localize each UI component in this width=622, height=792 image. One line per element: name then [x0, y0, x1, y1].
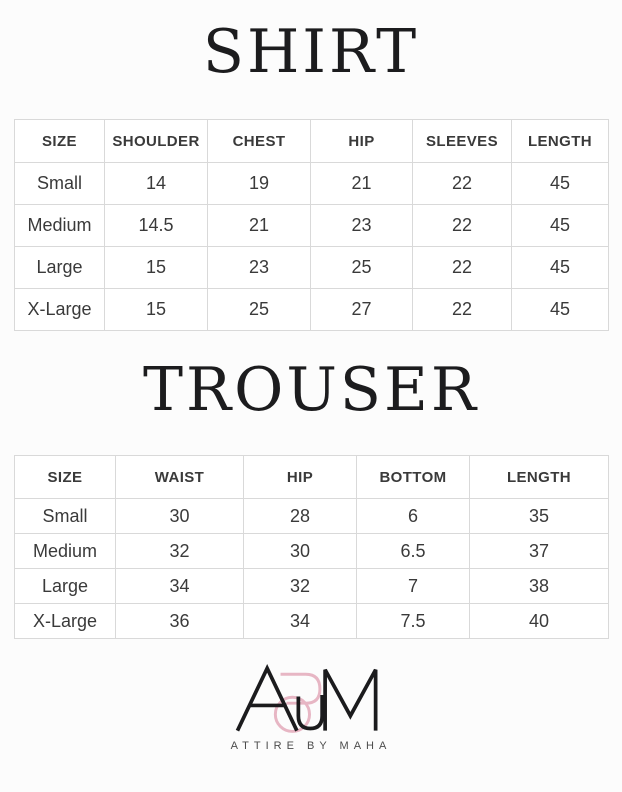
- shirt-cell: 23: [311, 205, 413, 247]
- shirt-cell: Large: [15, 247, 105, 289]
- trouser-row-small: [15, 499, 609, 534]
- shirt-cell: 22: [413, 247, 512, 289]
- shirt-header-hip: HIP: [311, 120, 413, 163]
- shirt-cell: Small: [15, 163, 105, 205]
- shirt-cell: 21: [311, 163, 413, 205]
- shirt-cell: 45: [512, 205, 609, 247]
- trouser-header-length: LENGTH: [470, 456, 609, 499]
- shirt-cell: 22: [413, 205, 512, 247]
- trouser-cell: 6: [357, 499, 470, 534]
- shirt-row-small: [15, 163, 609, 205]
- shirt-cell: 19: [208, 163, 311, 205]
- shirt-header-row: [15, 120, 609, 163]
- trouser-cell: 34: [244, 604, 357, 639]
- shirt-cell: 23: [208, 247, 311, 289]
- brand-tagline: ATTIRE BY MAHA: [230, 740, 392, 752]
- trouser-cell: Small: [15, 499, 116, 534]
- shirt-header-length: LENGTH: [512, 120, 609, 163]
- shirt-cell: 45: [512, 163, 609, 205]
- shirt-cell: 45: [512, 247, 609, 289]
- abm-monogram-logo: [233, 660, 389, 736]
- shirt-cell: 15: [105, 289, 208, 331]
- shirt-row-xlarge: [15, 289, 609, 331]
- trouser-header-bottom: BOTTOM: [357, 456, 470, 499]
- monogram-a: [237, 668, 296, 730]
- trouser-row-xlarge: [15, 604, 609, 639]
- shirt-header-sleeves: SLEEVES: [413, 120, 512, 163]
- trouser-cell: 38: [470, 569, 609, 604]
- shirt-cell: X-Large: [15, 289, 105, 331]
- trouser-cell: 35: [470, 499, 609, 534]
- shirt-header-shoulder: SHOULDER: [105, 120, 208, 163]
- trouser-cell: 34: [116, 569, 244, 604]
- trouser-header-size: SIZE: [15, 456, 116, 499]
- trouser-size-table: [14, 455, 609, 639]
- trouser-header-row: [15, 456, 609, 499]
- trouser-row-medium: [15, 534, 609, 569]
- shirt-cell: 15: [105, 247, 208, 289]
- shirt-cell: 21: [208, 205, 311, 247]
- trouser-cell: 7.5: [357, 604, 470, 639]
- shirt-row-medium: [15, 205, 609, 247]
- trouser-cell: 30: [116, 499, 244, 534]
- trouser-cell: 36: [116, 604, 244, 639]
- shirt-cell: 25: [208, 289, 311, 331]
- trouser-cell: X-Large: [15, 604, 116, 639]
- trouser-cell: 32: [116, 534, 244, 569]
- shirt-row-large: [15, 247, 609, 289]
- trouser-cell: 37: [470, 534, 609, 569]
- monogram-m: [325, 670, 376, 731]
- shirt-cell: 14: [105, 163, 208, 205]
- shirt-cell: 27: [311, 289, 413, 331]
- shirt-cell: 45: [512, 289, 609, 331]
- shirt-cell: Medium: [15, 205, 105, 247]
- trouser-header-waist: WAIST: [116, 456, 244, 499]
- trouser-section-title: TROUSER: [142, 355, 480, 425]
- trouser-row-large: [15, 569, 609, 604]
- shirt-header-chest: CHEST: [208, 120, 311, 163]
- brand-block: [0, 660, 622, 752]
- shirt-cell: 22: [413, 289, 512, 331]
- trouser-cell: 32: [244, 569, 357, 604]
- trouser-cell: 6.5: [357, 534, 470, 569]
- shirt-section-title: SHIRT: [202, 17, 420, 87]
- trouser-header-hip: HIP: [244, 456, 357, 499]
- shirt-size-table: [14, 119, 609, 331]
- shirt-header-size: SIZE: [15, 120, 105, 163]
- trouser-cell: 30: [244, 534, 357, 569]
- shirt-cell: 22: [413, 163, 512, 205]
- trouser-cell: 28: [244, 499, 357, 534]
- shirt-cell: 25: [311, 247, 413, 289]
- trouser-cell: Large: [15, 569, 116, 604]
- shirt-cell: 14.5: [105, 205, 208, 247]
- trouser-cell: 40: [470, 604, 609, 639]
- trouser-cell: 7: [357, 569, 470, 604]
- trouser-cell: Medium: [15, 534, 116, 569]
